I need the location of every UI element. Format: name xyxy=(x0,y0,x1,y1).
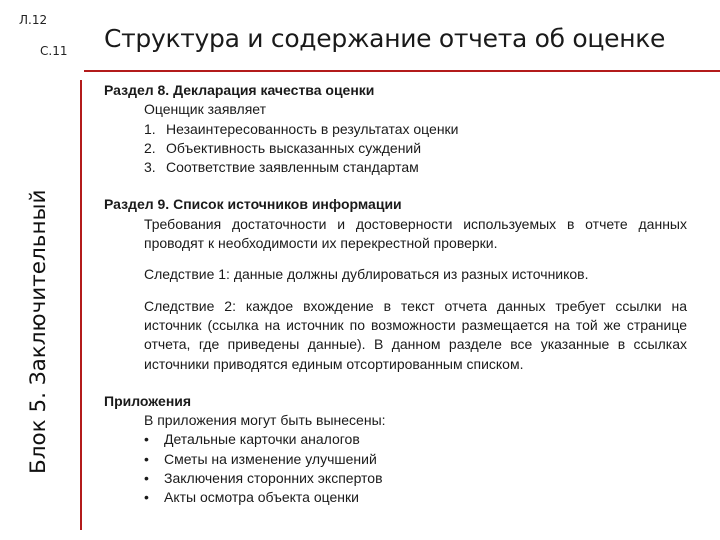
list-number: 1. xyxy=(144,120,156,137)
list-text: Объективность высказанных суждений xyxy=(166,139,422,156)
list-text: Незаинтересованность в результатах оценки xyxy=(166,120,459,137)
list-item xyxy=(104,430,687,449)
list-item xyxy=(104,488,687,507)
bullet-icon: • xyxy=(144,431,149,448)
list-text: Заключения сторонних экспертов xyxy=(164,470,383,487)
slide-content xyxy=(104,81,687,508)
list-item xyxy=(104,158,687,177)
bullet-icon: • xyxy=(144,489,149,506)
section-8-heading: Раздел 8. Декларация качества оценки xyxy=(104,82,375,98)
title-underline xyxy=(84,70,720,72)
section-9-paragraph-3: Следствие 2: каждое вхождение в текст отчета данных требует ссылки на источник (ссылка на источник по возможности размещается на той же странице отчета, где приведены данные). В данном разделе все указанные в ссылках источники приводятся единым отсортированным списком. xyxy=(144,297,687,372)
list-text: Соответствие заявленным стандартам xyxy=(166,159,419,176)
list-item xyxy=(104,139,687,158)
appendix-intro: В приложения могут быть вынесены: xyxy=(144,412,386,429)
lecture-number: Л.12 xyxy=(19,13,48,27)
bullet-icon: • xyxy=(144,470,149,487)
appendix-heading: Приложения xyxy=(104,392,192,409)
list-number: 2. xyxy=(144,139,156,156)
section-9-paragraph-2: Следствие 1: данные должны дублироваться из разных источников. xyxy=(144,266,589,283)
list-item xyxy=(104,450,687,469)
list-item xyxy=(104,120,687,139)
list-number: 3. xyxy=(144,159,156,176)
block-title-vertical: Блок 5. Заключительный xyxy=(26,189,51,474)
page-title: Структура и содержание отчета об оценке xyxy=(104,24,666,53)
list-text: Сметы на изменение улучшений xyxy=(164,450,377,467)
list-text: Акты осмотра объекта оценки xyxy=(164,489,359,506)
list-text: Детальные карточки аналогов xyxy=(164,431,360,448)
section-9-heading: Раздел 9. Список источников информации xyxy=(104,196,402,213)
vertical-divider xyxy=(80,80,82,530)
list-item xyxy=(104,469,687,488)
section-8-intro: Оценщик заявляет xyxy=(144,101,267,118)
slide-number: С.11 xyxy=(40,44,68,58)
section-9-paragraph-1: Требования достаточности и достоверности используемых в отчете данных проводят к необходимости их перекрестной проверки. xyxy=(144,215,687,252)
bullet-icon: • xyxy=(144,450,149,467)
